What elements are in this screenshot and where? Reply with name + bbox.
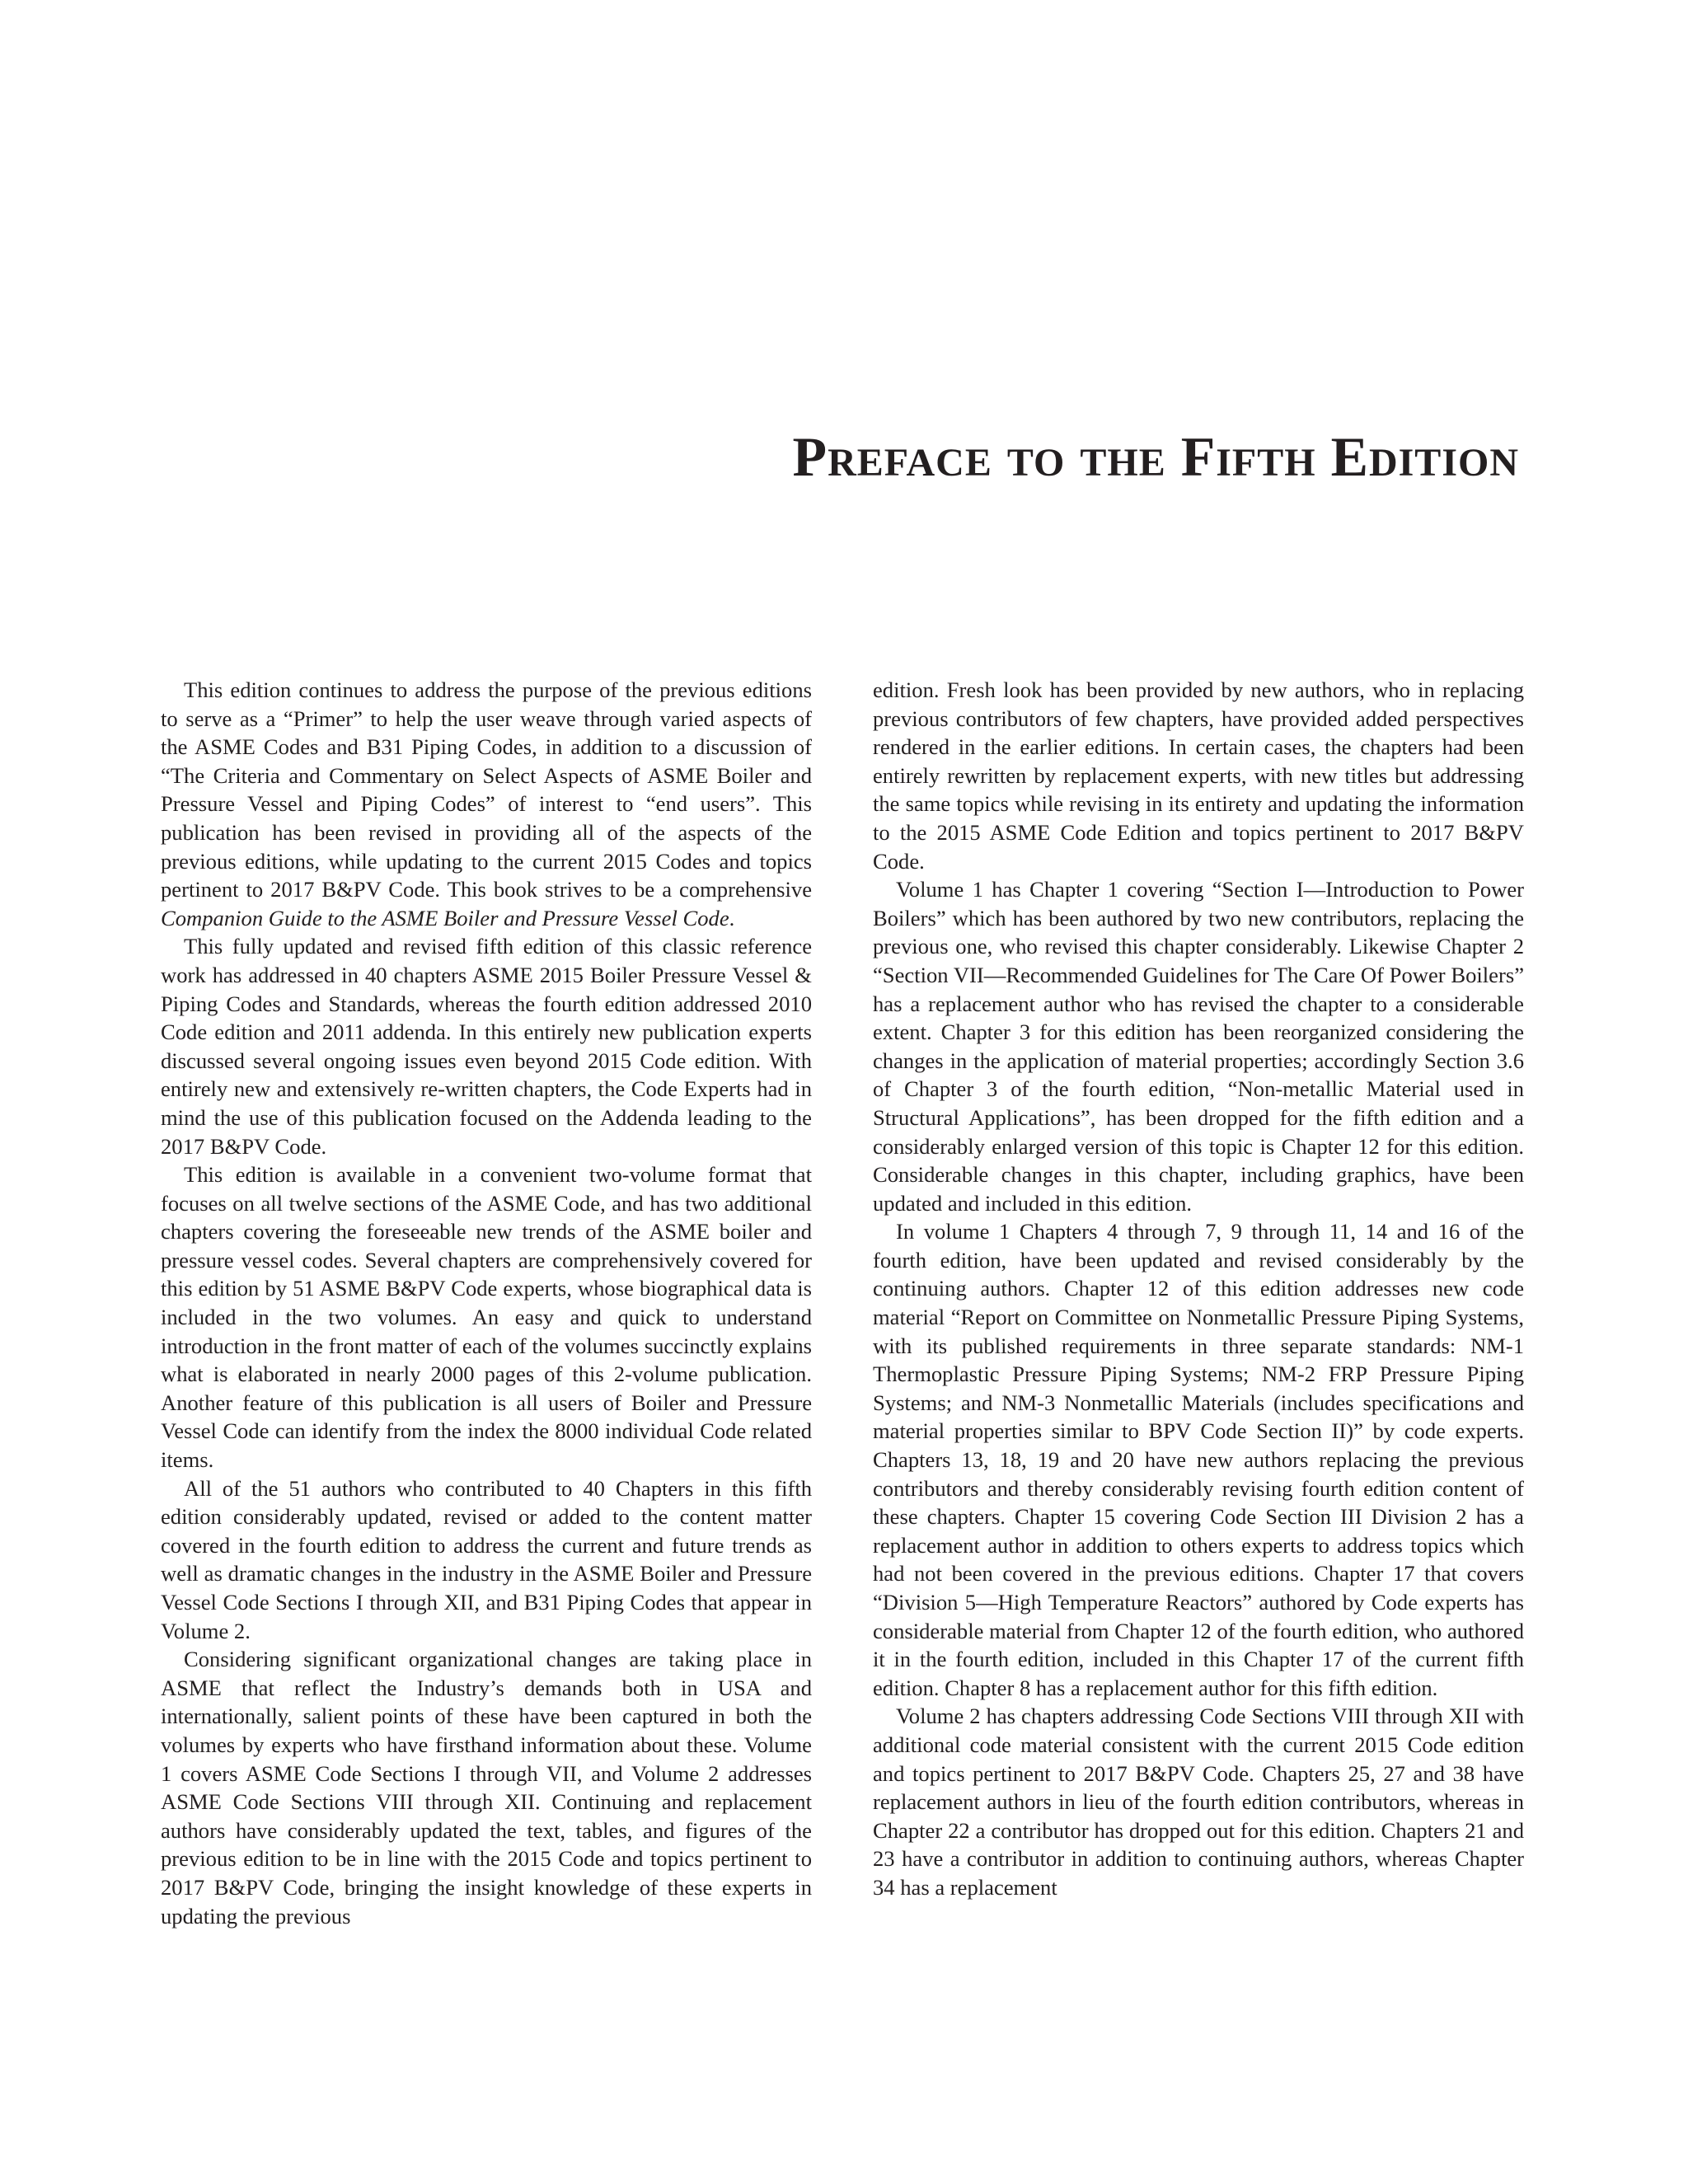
paragraph: All of the 51 authors who contributed to 40 Chapters in this fifth edition considerably updated, revised or added to the content matter covered in the fourth edition to address the current and future trends as well as dramatic changes in the industry in the ASME Boiler and Pressure Vessel Code Sections I through XII, and B31 Piping Codes that appear in Volume 2. xyxy=(161,1475,812,1643)
paragraph: Volume 2 has chapters addressing Code Sections VIII through XII with additional code material consistent with the current 2015 Code edition and topics pertinent to 2017 B&PV Code. Chapters 25, 27 and 38 have replacement authors in lieu of the fourth edition contributors, whereas in Chapter 22 a contributor has dropped out for this edition. Chapters 21 and 23 have a contributor in addition to continuing authors, whereas Chapter 34 has a replacement xyxy=(873,1704,1524,1900)
paragraph: Volume 1 has Chapter 1 covering “Section I—Introduction to Power Boilers” which has been authored by two new contributors, replacing the previous one, who revised this chapter considerably. Likewise Chapter 2 “Section VII—Recommended Guidelines for The Care Of Power Boilers” has a replacement author who has revised the chapter to a considerable extent. Chapter 3 for this edition has been reorganized considering the changes in the application of material properties; accordingly Section 3.6 of Chapter 3 of the fourth edition, “Non-metallic Material used in Structural Applications”, has been dropped for the fifth edition and a considerably enlarged version of this topic is Chapter 12 for this edition. Considerable changes in this chapter, including graphics, have been updated and included in this edition. xyxy=(873,877,1524,1216)
paragraph: This fully updated and revised fifth edition of this classic reference work has addressed in 40 chapters ASME 2015 Boiler Pressure Vessel & Piping Codes and Standards, whereas the fourth edition addressed 2010 Code edition and 2011 addenda. In this entirely new publication experts discussed several ongoing issues even beyond 2015 Code edition. With entirely new and extensively re-written chapters, the Code Experts had in mind the use of this publication focused on the Addenda leading to the 2017 B&PV Code. xyxy=(161,934,812,1159)
paragraph-text: . xyxy=(729,905,735,930)
right-column xyxy=(873,676,1524,1994)
page-title: Preface to the Fifth Edition xyxy=(792,425,1519,488)
paragraph xyxy=(161,676,812,932)
paragraph-continued: edition. Fresh look has been provided by new authors, who in replacing previous contributors of few chapters, have provided added perspectives rendered in the earlier editions. In certain cases, the chapters had been entirely rewritten by replacement experts, with new titles but addressing the same topics while revising in its entirety and updating the information to the 2015 ASME Code Edition and topics pertinent to 2017 B&PV Code. xyxy=(873,677,1524,874)
italic-book-title: Companion Guide to the ASME Boiler and Pressure Vessel Code xyxy=(161,905,729,930)
paragraph: Considering significant organizational changes are taking place in ASME that reflect the Industry’s demands both in USA and internationally, salient points of these have been captured in both the volumes by experts who have firsthand information about these. Volume 1 covers ASME Code Sections I through VII, and Volume 2 addresses ASME Code Sections VIII through XII. Continuing and replacement authors have considerably updated the text, tables, and figures of the previous edition to be in line with the 2015 Code and topics pertinent to 2017 B&PV Code, bringing the insight knowledge of these experts in updating the previous xyxy=(161,1647,812,1929)
paragraph: This edition is available in a convenient two-volume format that focuses on all twelve sections of the ASME Code, and has two additional chapters covering the foreseeable new trends of the ASME boiler and pressure vessel codes. Several chapters are comprehensively covered for this edition by 51 ASME B&PV Code experts, whose biographical data is included in the two volumes. An easy and quick to understand introduction in the front matter of each of the volumes succinctly explains what is elaborated in nearly 2000 pages of this 2-volume publication. Another feature of this publication is all users of Boiler and Pressure Vessel Code can identify from the index the 8000 individual Code related items. xyxy=(161,1162,812,1473)
body-columns xyxy=(161,676,1524,1994)
left-column xyxy=(161,676,812,1994)
paragraph: In volume 1 Chapters 4 through 7, 9 through 11, 14 and 16 of the fourth edition, have been updated and revised considerably by the continuing authors. Chapter 12 of this edition addresses new code material “Report on Committee on Nonmetallic Pressure Piping Systems, with its published requirements in three separate standards: NM-1 Thermoplastic Pressure Piping Systems; NM-2 FRP Pressure Piping Systems; and NM-3 Nonmetallic Materials (includes specifications and material properties similar to BPV Code Section II)” by code experts. Chapters 13, 18, 19 and 20 have new authors replacing the previous contributors and thereby considerably revising fourth edition content of these chapters. Chapter 15 covering Code Section III Division 2 has a replacement author in addition to others experts to address topics which had not been covered in the previous editions. Chapter 17 that covers “Division 5—High Temperature Reactors” authored by Code experts has considerable material from Chapter 12 of the fourth edition, who authored it in the fourth edition, included in this Chapter 17 of the current fifth edition. Chapter 8 has a replacement author for this fifth edition. xyxy=(873,1219,1524,1700)
paragraph-text: This edition continues to address the purpose of the previous editions to serve as a “Primer” to help the user weave through varied aspects of the ASME Codes and B31 Piping Codes, in addition to a discussion of “The Criteria and Commentary on Select Aspects of ASME Boiler and Pressure Vessel and Piping Codes” of interest to “end users”. This publication has been revised in providing all of the aspects of the previous editions, while updating to the current 2015 Codes and topics pertinent to 2017 B&PV Code. This book strives to be a comprehensive xyxy=(161,677,812,902)
